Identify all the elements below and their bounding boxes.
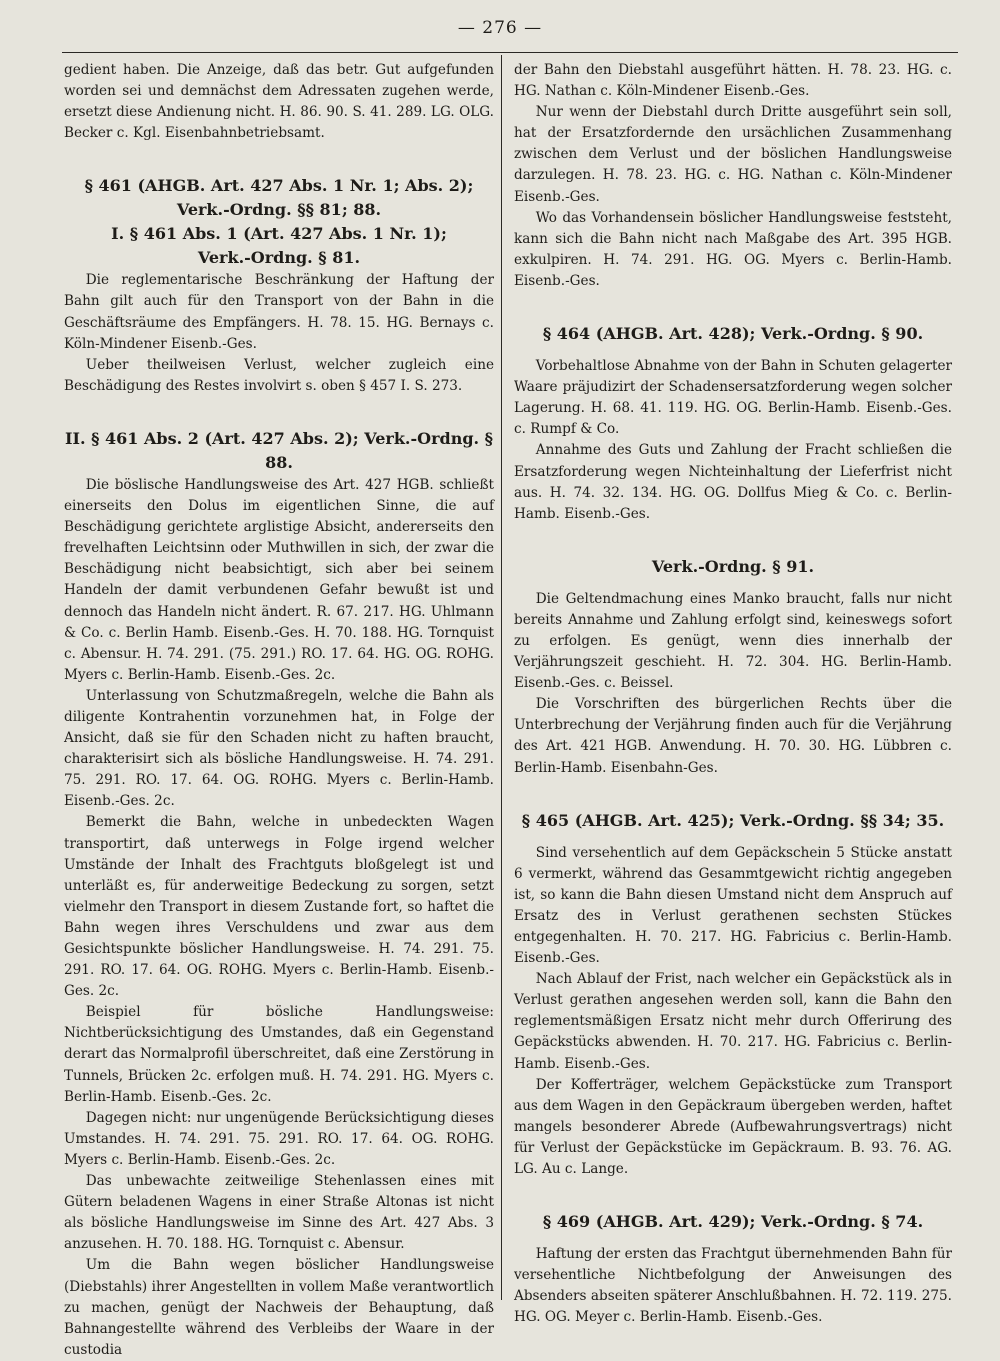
paragraph: Unterlassung von Schutzmaßregeln, welche die Bahn als diligente Kontrahentin vorzunehmen hat, in Folge der Ansicht, daß sie für den Schaden nicht zu haften braucht, charakterisirt sich als bösliche Handlungsweise. H. 74. 291. 75. 291. RO. 17. 64. OG. ROHG. Myers c. Berlin-Hamb. Eisenb.-Ges. 2c. <box>64 687 494 810</box>
paragraph: Wo das Vorhandensein böslicher Handlungsweise feststeht, kann sich die Bahn nicht nach Maßgabe des Art. 395 HGB. exkulpiren. H. 74. 291. HG. OG. Myers c. Berlin-Hamb. Eisenb.-Ges. <box>514 209 952 289</box>
section-heading: § 461 (AHGB. Art. 427 Abs. 1 Nr. 1; Abs. 2); <box>84 176 474 196</box>
paragraph: Nur wenn der Diebstahl durch Dritte ausgeführt sein soll, hat der Ersatzfordernde den ursächlichen Zusammenhang zwischen dem Verlust und der böslichen Handlungsweise darzulegen. H. 78. 23. HG. c. HG. Nathan c. Köln-Mindener Eisenb.-Ges. <box>514 104 952 205</box>
paragraph: Bemerkt die Bahn, welche in unbedeckten Wagen transportirt, daß unterwegs in Folge irgend welcher Umstände der Inhalt des Frachtguts bloßgelegt ist und unterläßt es, für anderweitige Bedeckung zu sorgen, setzt vielmehr den Transport in diesem Zustande fort, so haftet die Bahn wegen ihres Verschuldens und zwar aus dem Gesichtspunkte böslicher Handlungsweise. H. 74. 291. 75. 291. RO. 17. 64. OG. ROHG. Myers c. Berlin-Hamb. Eisenb.-Ges. 2c. <box>64 814 494 1000</box>
page-number: — 276 — <box>457 18 543 38</box>
paragraph: Die Geltendmachung eines Manko braucht, falls nur nicht bereits Annahme und Zahlung erfolgt sind, keineswegs sofort zu erfolgen. Es genügt, wenn dies innerhalb der Verjährungszeit geschieht. H. 72. 304. HG. Berlin-Hamb. Eisenb.-Ges. c. Beissel. <box>514 590 952 692</box>
section-heading: Verk.-Ordng. § 91. <box>651 556 815 576</box>
paragraph: Dagegen nicht: nur ungenügende Berücksichtigung dieses Umstandes. H. 74. 291. 75. 291. RO. 17. 64. OG. ROHG. Myers c. Berlin-Hamb. Eisenb.-Ges. 2c. <box>64 1109 494 1168</box>
left-column <box>64 60 494 1361</box>
paragraph: Sind versehentlich auf dem Gepäckschein 5 Stücke anstatt 6 vermerkt, während das Gesammtgewicht richtig angegeben ist, so kann die Bahn diesen Umstand nicht dem Anspruch auf Ersatz des in Verlust gerathenen sechsten Stückes entgegenhalten. H. 70. 217. HG. Fabricius c. Berlin-Hamb. Eisenb.-Ges. <box>514 844 952 967</box>
subsection-heading: Verk.-Ordng. § 81. <box>197 248 361 268</box>
section-heading: Verk.-Ordng. §§ 81; 88. <box>176 200 382 220</box>
subsection-heading: II. § 461 Abs. 2 (Art. 427 Abs. 2); Verk.-Ordng. § 88. <box>64 428 494 472</box>
paragraph: Der Kofferträger, welchem Gepäckstücke zum Transport aus dem Wagen in den Gepäckraum übergeben werden, haftet mangels besonderer Abrede (Aufbewahrungsvertrags) nicht für Verlust der Gepäckstücke im Gepäckraum. B. 93. 76. AG. LG. Au c. Lange. <box>514 1076 952 1178</box>
right-column <box>514 60 952 1329</box>
paragraph: Vorbehaltlose Abnahme von der Bahn in Schuten gelagerter Waare präjudizirt der Schadensersatzforderung wegen solcher Lagerung. H. 68. 41. 119. HG. OG. Berlin-Hamb. Eisenb.-Ges. c. Rumpf & Co. <box>514 358 952 438</box>
paragraph: gedient haben. Die Anzeige, daß das betr. Gut aufgefunden worden sei und demnächst dem Adressaten zugehen werde, ersetzt diese Andienung nicht. H. 86. 90. S. 41. 289. LG. OLG. Becker c. Kgl. Eisenbahnbetriebsamt. <box>64 62 494 142</box>
section-heading: § 465 (AHGB. Art. 425); Verk.-Ordng. §§ 34; 35. <box>521 810 945 830</box>
paragraph: Nach Ablauf der Frist, nach welcher ein Gepäckstück als in Verlust gerathen angesehen werden soll, kann die Bahn den reglementsmäßigen Ersatz nicht mehr durch Offerirung des Gepäckstücks abwenden. H. 70. 217. HG. Fabricius c. Berlin-Hamb. Eisenb.-Ges. <box>514 971 952 1072</box>
paragraph: Die reglementarische Beschränkung der Haftung der Bahn gilt auch für den Transport von der Bahn in die Geschäftsräume des Empfängers. H. 78. 15. HG. Bernays c. Köln-Mindener Eisenb.-Ges. <box>64 272 494 352</box>
column-divider <box>501 55 502 1300</box>
paragraph: Beispiel für bösliche Handlungsweise: Nichtberücksichtigung des Umstandes, daß ein Gegenstand derart das Normalprofil überschreitet, daß eine Zerstörung in Tunnels, Brücken 2c. erfolgen muß. H. 74. 291. HG. Myers c. Berlin-Hamb. Eisenb.-Ges. 2c. <box>64 1004 494 1105</box>
paragraph: Annahme des Guts und Zahlung der Fracht schließen die Ersatzforderung wegen Nichteinhaltung der Lieferfrist nicht aus. H. 74. 32. 134. HG. OG. Dollfus Mieg & Co. c. Berlin-Hamb. Eisenb.-Ges. <box>514 442 952 522</box>
header-rule <box>62 52 958 53</box>
paragraph: Die böslische Handlungsweise des Art. 427 HGB. schließt einerseits den Dolus im eigentlichen Sinne, die auf Beschädigung gerichtete arglistige Absicht, andererseits den frevelhaften Leichtsinn oder Muthwillen in sich, der zwar die Beschädigung nicht beabsichtigt, sich aber bei seinem Handeln der damit verbundenen Gefahr bewußt ist und dennoch das Handeln nicht ändert. R. 67. 217. HG. Uhlmann & Co. c. Berlin Hamb. Eisenb.-Ges. H. 70. 188. HG. Tornquist c. Abensur. H. 74. 291. (75. 291.) RO. 17. 64. HG. OG. ROHG. Myers c. Berlin-Hamb. Eisenb.-Ges. 2c. <box>64 476 494 683</box>
paragraph: Das unbewachte zeitweilige Stehenlassen eines mit Gütern beladenen Wagens in einer Straße Altonas ist nicht als bösliche Handlungsweise im Sinne des Art. 427 Abs. 3 anzusehen. H. 70. 188. HG. Tornquist c. Abensur. <box>64 1173 494 1253</box>
paragraph: der Bahn den Diebstahl ausgeführt hätten. H. 78. 23. HG. c. HG. Nathan c. Köln-Mindener Eisenb.-Ges. <box>514 62 952 100</box>
paragraph: Ueber theilweisen Verlust, welcher zugleich eine Beschädigung des Restes involvirt s. oben § 457 I. S. 273. <box>64 356 494 394</box>
paragraph: Um die Bahn wegen böslicher Handlungsweise (Diebstahls) ihrer Angestellten in vollem Maße verantwortlich zu machen, genügt der Nachweis der Behauptung, daß Bahnangestellte während des Verbleibs der Waare in der custodia <box>64 1257 494 1358</box>
section-heading: § 469 (AHGB. Art. 429); Verk.-Ordng. § 74. <box>542 1212 924 1232</box>
paragraph: Die Vorschriften des bürgerlichen Rechts über die Unterbrechung der Verjährung finden auch für die Verjährung des Art. 421 HGB. Anwendung. H. 70. 30. HG. Lübbren c. Berlin-Hamb. Eisenbahn-Ges. <box>514 696 952 776</box>
section-heading: § 464 (AHGB. Art. 428); Verk.-Ordng. § 90. <box>542 324 924 344</box>
subsection-heading: I. § 461 Abs. 1 (Art. 427 Abs. 1 Nr. 1); <box>111 224 447 244</box>
paragraph: Haftung der ersten das Frachtgut übernehmenden Bahn für versehentliche Nichtbefolgung der Anweisungen des Absenders abseiten späterer Anschlußbahnen. H. 72. 119. 275. HG. OG. Meyer c. Berlin-Hamb. Eisenb.-Ges. <box>514 1246 952 1326</box>
